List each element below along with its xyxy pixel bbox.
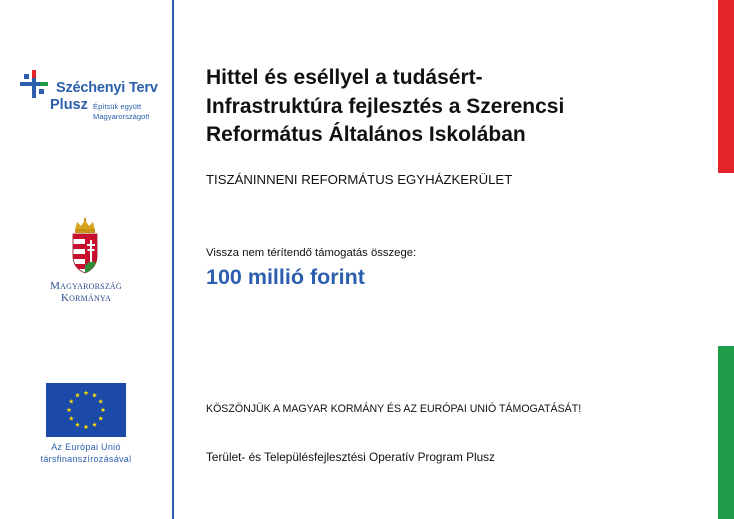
szechenyi-slogan-line2: Magyarországot! bbox=[93, 112, 150, 121]
project-title-line1: Hittel és eséllyel a tudásért- bbox=[206, 66, 483, 89]
government-name-line1: Magyarország bbox=[50, 280, 122, 292]
vertical-divider bbox=[172, 0, 174, 519]
szechenyi-slogan-line1: Építsük együtt bbox=[93, 102, 142, 111]
project-title bbox=[206, 64, 706, 150]
grant-amount: 100 millió forint bbox=[206, 265, 365, 289]
operative-program-name: Terület- és Településfejlesztési Operatív Program Plusz bbox=[206, 450, 495, 464]
flag-stripe-green bbox=[718, 346, 734, 519]
project-title-line2: Infrastruktúra fejlesztés a Szerencsi bbox=[206, 94, 565, 118]
szechenyi-title: Széchenyi Terv bbox=[56, 80, 158, 96]
project-title-line3: Református Általános Iskolában bbox=[206, 123, 526, 146]
beneficiary-organization: TISZÁNINNENI REFORMÁTUS EGYHÁZKERÜLET bbox=[206, 172, 513, 187]
szechenyi-slogan bbox=[93, 102, 150, 122]
eu-cofinancing-line1: Az Európai Unió bbox=[51, 442, 121, 452]
szechenyi-plusz: Plusz bbox=[50, 97, 88, 113]
eu-cofinancing-line2: társfinanszírozásával bbox=[40, 454, 132, 464]
szechenyi-cross-icon bbox=[18, 68, 50, 100]
grant-amount-label: Vissza nem térítendő támogatás összege: bbox=[206, 247, 417, 259]
government-name-line2: Kormánya bbox=[61, 292, 111, 304]
flag-stripe-red bbox=[718, 0, 734, 173]
eu-flag-icon bbox=[46, 383, 126, 437]
thanks-statement: KÖSZÖNJÜK A MAGYAR KORMÁNY ÉS AZ EURÓPAI UNIÓ TÁMOGATÁSÁT! bbox=[206, 403, 582, 415]
szechenyi-terv-logo bbox=[18, 66, 168, 126]
coat-of-arms-icon bbox=[70, 218, 100, 274]
